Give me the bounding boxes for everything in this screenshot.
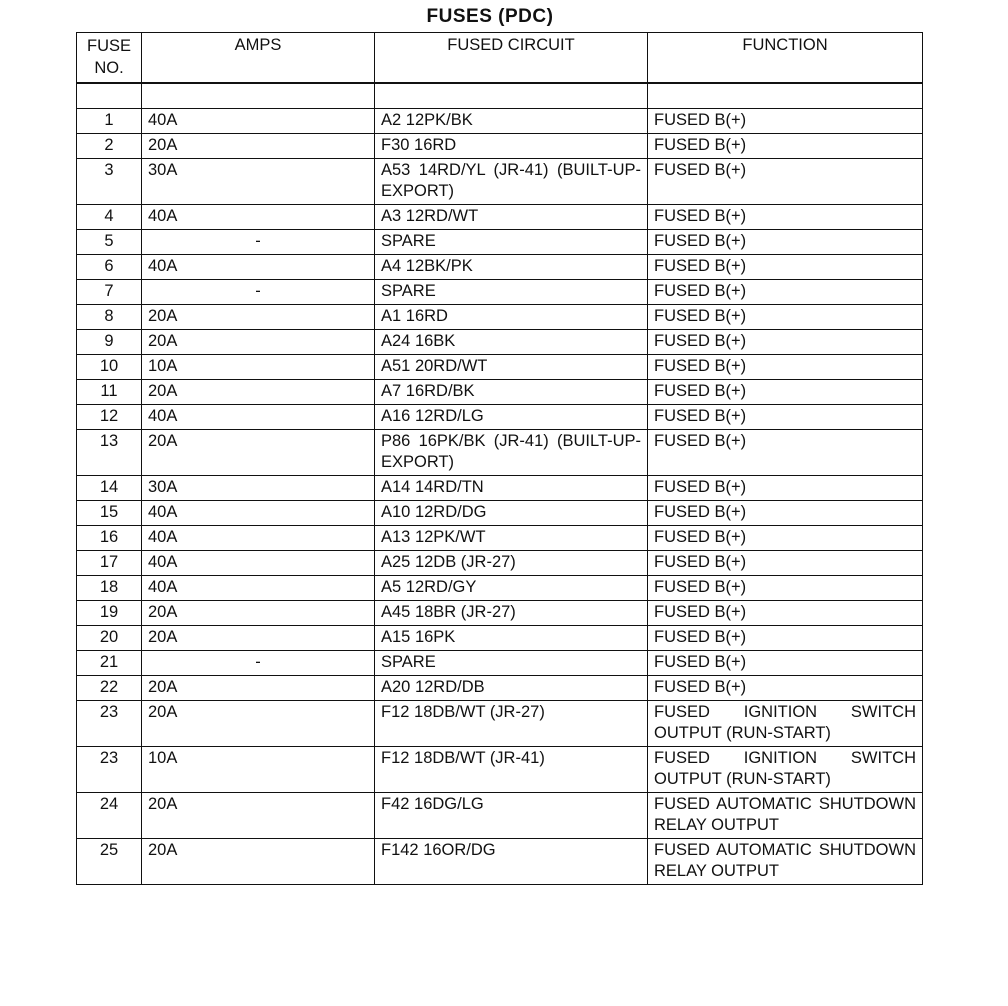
- fuse-number-cell: 12: [77, 405, 142, 430]
- table-row: [77, 676, 923, 701]
- table-header: [77, 33, 923, 84]
- amps-cell: 20A: [142, 601, 375, 626]
- table-row: [77, 330, 923, 355]
- amps-cell: 20A: [142, 330, 375, 355]
- fuse-number-cell: 21: [77, 651, 142, 676]
- amps-cell: 20A: [142, 676, 375, 701]
- amps-cell: 20A: [142, 134, 375, 159]
- function-cell: FUSED B(+): [648, 430, 923, 476]
- header-fuse-no: [77, 33, 142, 84]
- table-row: [77, 747, 923, 793]
- function-cell: FUSED B(+): [648, 134, 923, 159]
- table-row: [77, 651, 923, 676]
- table-row: [77, 305, 923, 330]
- amps-cell: 20A: [142, 793, 375, 839]
- fused-circuit-cell: A5 12RD/GY: [375, 576, 648, 601]
- amps-cell: 20A: [142, 305, 375, 330]
- fused-circuit-cell: A3 12RD/WT: [375, 205, 648, 230]
- fused-circuit-cell: A51 20RD/WT: [375, 355, 648, 380]
- fuse-number-cell: 2: [77, 134, 142, 159]
- table-row: [77, 134, 923, 159]
- function-cell: FUSED B(+): [648, 255, 923, 280]
- amps-cell: 20A: [142, 701, 375, 747]
- table-row: [77, 526, 923, 551]
- table-row: [77, 476, 923, 501]
- function-cell: FUSED AUTOMATIC SHUTDOWN RELAY OUTPUT: [648, 839, 923, 885]
- function-cell: FUSED B(+): [648, 651, 923, 676]
- function-cell: FUSED B(+): [648, 230, 923, 255]
- header-fuse-no-line2: NO.: [94, 59, 124, 77]
- fuse-number-cell: 3: [77, 159, 142, 205]
- fused-circuit-cell: A45 18BR (JR-27): [375, 601, 648, 626]
- fuse-number-cell: 14: [77, 476, 142, 501]
- amps-cell: 30A: [142, 159, 375, 205]
- fused-circuit-cell: A20 12RD/DB: [375, 676, 648, 701]
- function-cell: FUSED B(+): [648, 601, 923, 626]
- fused-circuit-cell: A1 16RD: [375, 305, 648, 330]
- function-cell: FUSED B(+): [648, 626, 923, 651]
- fuse-number-cell: 13: [77, 430, 142, 476]
- table-row: [77, 205, 923, 230]
- header-row: [77, 33, 923, 84]
- amps-cell: 40A: [142, 576, 375, 601]
- table-row: [77, 430, 923, 476]
- header-amps: AMPS: [142, 33, 375, 84]
- function-cell: FUSED B(+): [648, 280, 923, 305]
- amps-cell: 20A: [142, 430, 375, 476]
- function-cell: FUSED B(+): [648, 576, 923, 601]
- amps-cell: -: [142, 651, 375, 676]
- amps-cell: 20A: [142, 839, 375, 885]
- table-row: [77, 839, 923, 885]
- header-function: FUNCTION: [648, 33, 923, 84]
- table-row: [77, 380, 923, 405]
- function-cell: FUSED B(+): [648, 476, 923, 501]
- fused-circuit-cell: A13 12PK/WT: [375, 526, 648, 551]
- function-cell: FUSED B(+): [648, 330, 923, 355]
- table-row: [77, 109, 923, 134]
- fused-circuit-cell: SPARE: [375, 651, 648, 676]
- fused-circuit-cell: A25 12DB (JR-27): [375, 551, 648, 576]
- function-cell: FUSED B(+): [648, 405, 923, 430]
- amps-cell: 40A: [142, 405, 375, 430]
- header-fused-circuit: FUSED CIRCUIT: [375, 33, 648, 84]
- table-row: [77, 159, 923, 205]
- fused-circuit-cell: A16 12RD/LG: [375, 405, 648, 430]
- amps-cell: 40A: [142, 205, 375, 230]
- fuse-number-cell: 23: [77, 747, 142, 793]
- table-row: [77, 701, 923, 747]
- table-row: [77, 355, 923, 380]
- function-cell: FUSED B(+): [648, 205, 923, 230]
- amps-cell: 30A: [142, 476, 375, 501]
- function-cell: FUSED B(+): [648, 380, 923, 405]
- function-cell: FUSED B(+): [648, 501, 923, 526]
- amps-cell: 40A: [142, 526, 375, 551]
- fuse-number-cell: 11: [77, 380, 142, 405]
- function-cell: FUSED B(+): [648, 109, 923, 134]
- header-fuse-no-line1: FUSE: [86, 37, 131, 55]
- fused-circuit-cell: SPARE: [375, 230, 648, 255]
- table-row: [77, 255, 923, 280]
- function-cell: FUSED IGNITION SWITCH OUTPUT (RUN-START): [648, 701, 923, 747]
- amps-cell: 40A: [142, 551, 375, 576]
- fused-circuit-cell: SPARE: [375, 280, 648, 305]
- amps-cell: 10A: [142, 355, 375, 380]
- fuse-number-cell: 6: [77, 255, 142, 280]
- fused-circuit-cell: F12 18DB/WT (JR-41): [375, 747, 648, 793]
- fused-circuit-cell: A53 14RD/YL (JR-41) (BUILT-UP-EXPORT): [375, 159, 648, 205]
- fused-circuit-cell: A4 12BK/PK: [375, 255, 648, 280]
- fuse-number-cell: 17: [77, 551, 142, 576]
- fused-circuit-cell: A2 12PK/BK: [375, 109, 648, 134]
- table-row: [77, 230, 923, 255]
- fuse-number-cell: 8: [77, 305, 142, 330]
- fuse-number-cell: 25: [77, 839, 142, 885]
- fuse-number-cell: 9: [77, 330, 142, 355]
- page-title: FUSES (PDC): [426, 6, 554, 27]
- fused-circuit-cell: F42 16DG/LG: [375, 793, 648, 839]
- amps-cell: -: [142, 280, 375, 305]
- amps-cell: 40A: [142, 501, 375, 526]
- fuse-table: [76, 32, 923, 885]
- fused-circuit-cell: A15 16PK: [375, 626, 648, 651]
- function-cell: FUSED B(+): [648, 355, 923, 380]
- fused-circuit-cell: F12 18DB/WT (JR-27): [375, 701, 648, 747]
- fuse-number-cell: 18: [77, 576, 142, 601]
- table-row: [77, 501, 923, 526]
- fuse-number-cell: 4: [77, 205, 142, 230]
- fuse-number-cell: 23: [77, 701, 142, 747]
- amps-cell: 40A: [142, 109, 375, 134]
- fuse-number-cell: 7: [77, 280, 142, 305]
- fuse-number-cell: 1: [77, 109, 142, 134]
- fused-circuit-cell: A14 14RD/TN: [375, 476, 648, 501]
- table-row: [77, 551, 923, 576]
- function-cell: FUSED B(+): [648, 159, 923, 205]
- amps-cell: 20A: [142, 380, 375, 405]
- fused-circuit-cell: A7 16RD/BK: [375, 380, 648, 405]
- function-cell: FUSED IGNITION SWITCH OUTPUT (RUN-START): [648, 747, 923, 793]
- fused-circuit-cell: P86 16PK/BK (JR-41) (BUILT-UP-EXPORT): [375, 430, 648, 476]
- fuse-number-cell: 20: [77, 626, 142, 651]
- amps-cell: 10A: [142, 747, 375, 793]
- fuse-number-cell: 22: [77, 676, 142, 701]
- table-body: [77, 83, 923, 885]
- fused-circuit-cell: F142 16OR/DG: [375, 839, 648, 885]
- fuse-number-cell: 15: [77, 501, 142, 526]
- table-row: [77, 793, 923, 839]
- header-spacer: [77, 83, 923, 109]
- amps-cell: -: [142, 230, 375, 255]
- table-row: [77, 405, 923, 430]
- fused-circuit-cell: F30 16RD: [375, 134, 648, 159]
- function-cell: FUSED B(+): [648, 305, 923, 330]
- table-row: [77, 601, 923, 626]
- function-cell: FUSED B(+): [648, 676, 923, 701]
- amps-cell: 20A: [142, 626, 375, 651]
- fused-circuit-cell: A24 16BK: [375, 330, 648, 355]
- fuse-number-cell: 10: [77, 355, 142, 380]
- function-cell: FUSED B(+): [648, 551, 923, 576]
- fuse-number-cell: 24: [77, 793, 142, 839]
- table-row: [77, 576, 923, 601]
- table-row: [77, 626, 923, 651]
- fused-circuit-cell: A10 12RD/DG: [375, 501, 648, 526]
- fuse-number-cell: 16: [77, 526, 142, 551]
- table-row: [77, 280, 923, 305]
- fuse-number-cell: 19: [77, 601, 142, 626]
- fuse-number-cell: 5: [77, 230, 142, 255]
- function-cell: FUSED AUTOMATIC SHUTDOWN RELAY OUTPUT: [648, 793, 923, 839]
- function-cell: FUSED B(+): [648, 526, 923, 551]
- amps-cell: 40A: [142, 255, 375, 280]
